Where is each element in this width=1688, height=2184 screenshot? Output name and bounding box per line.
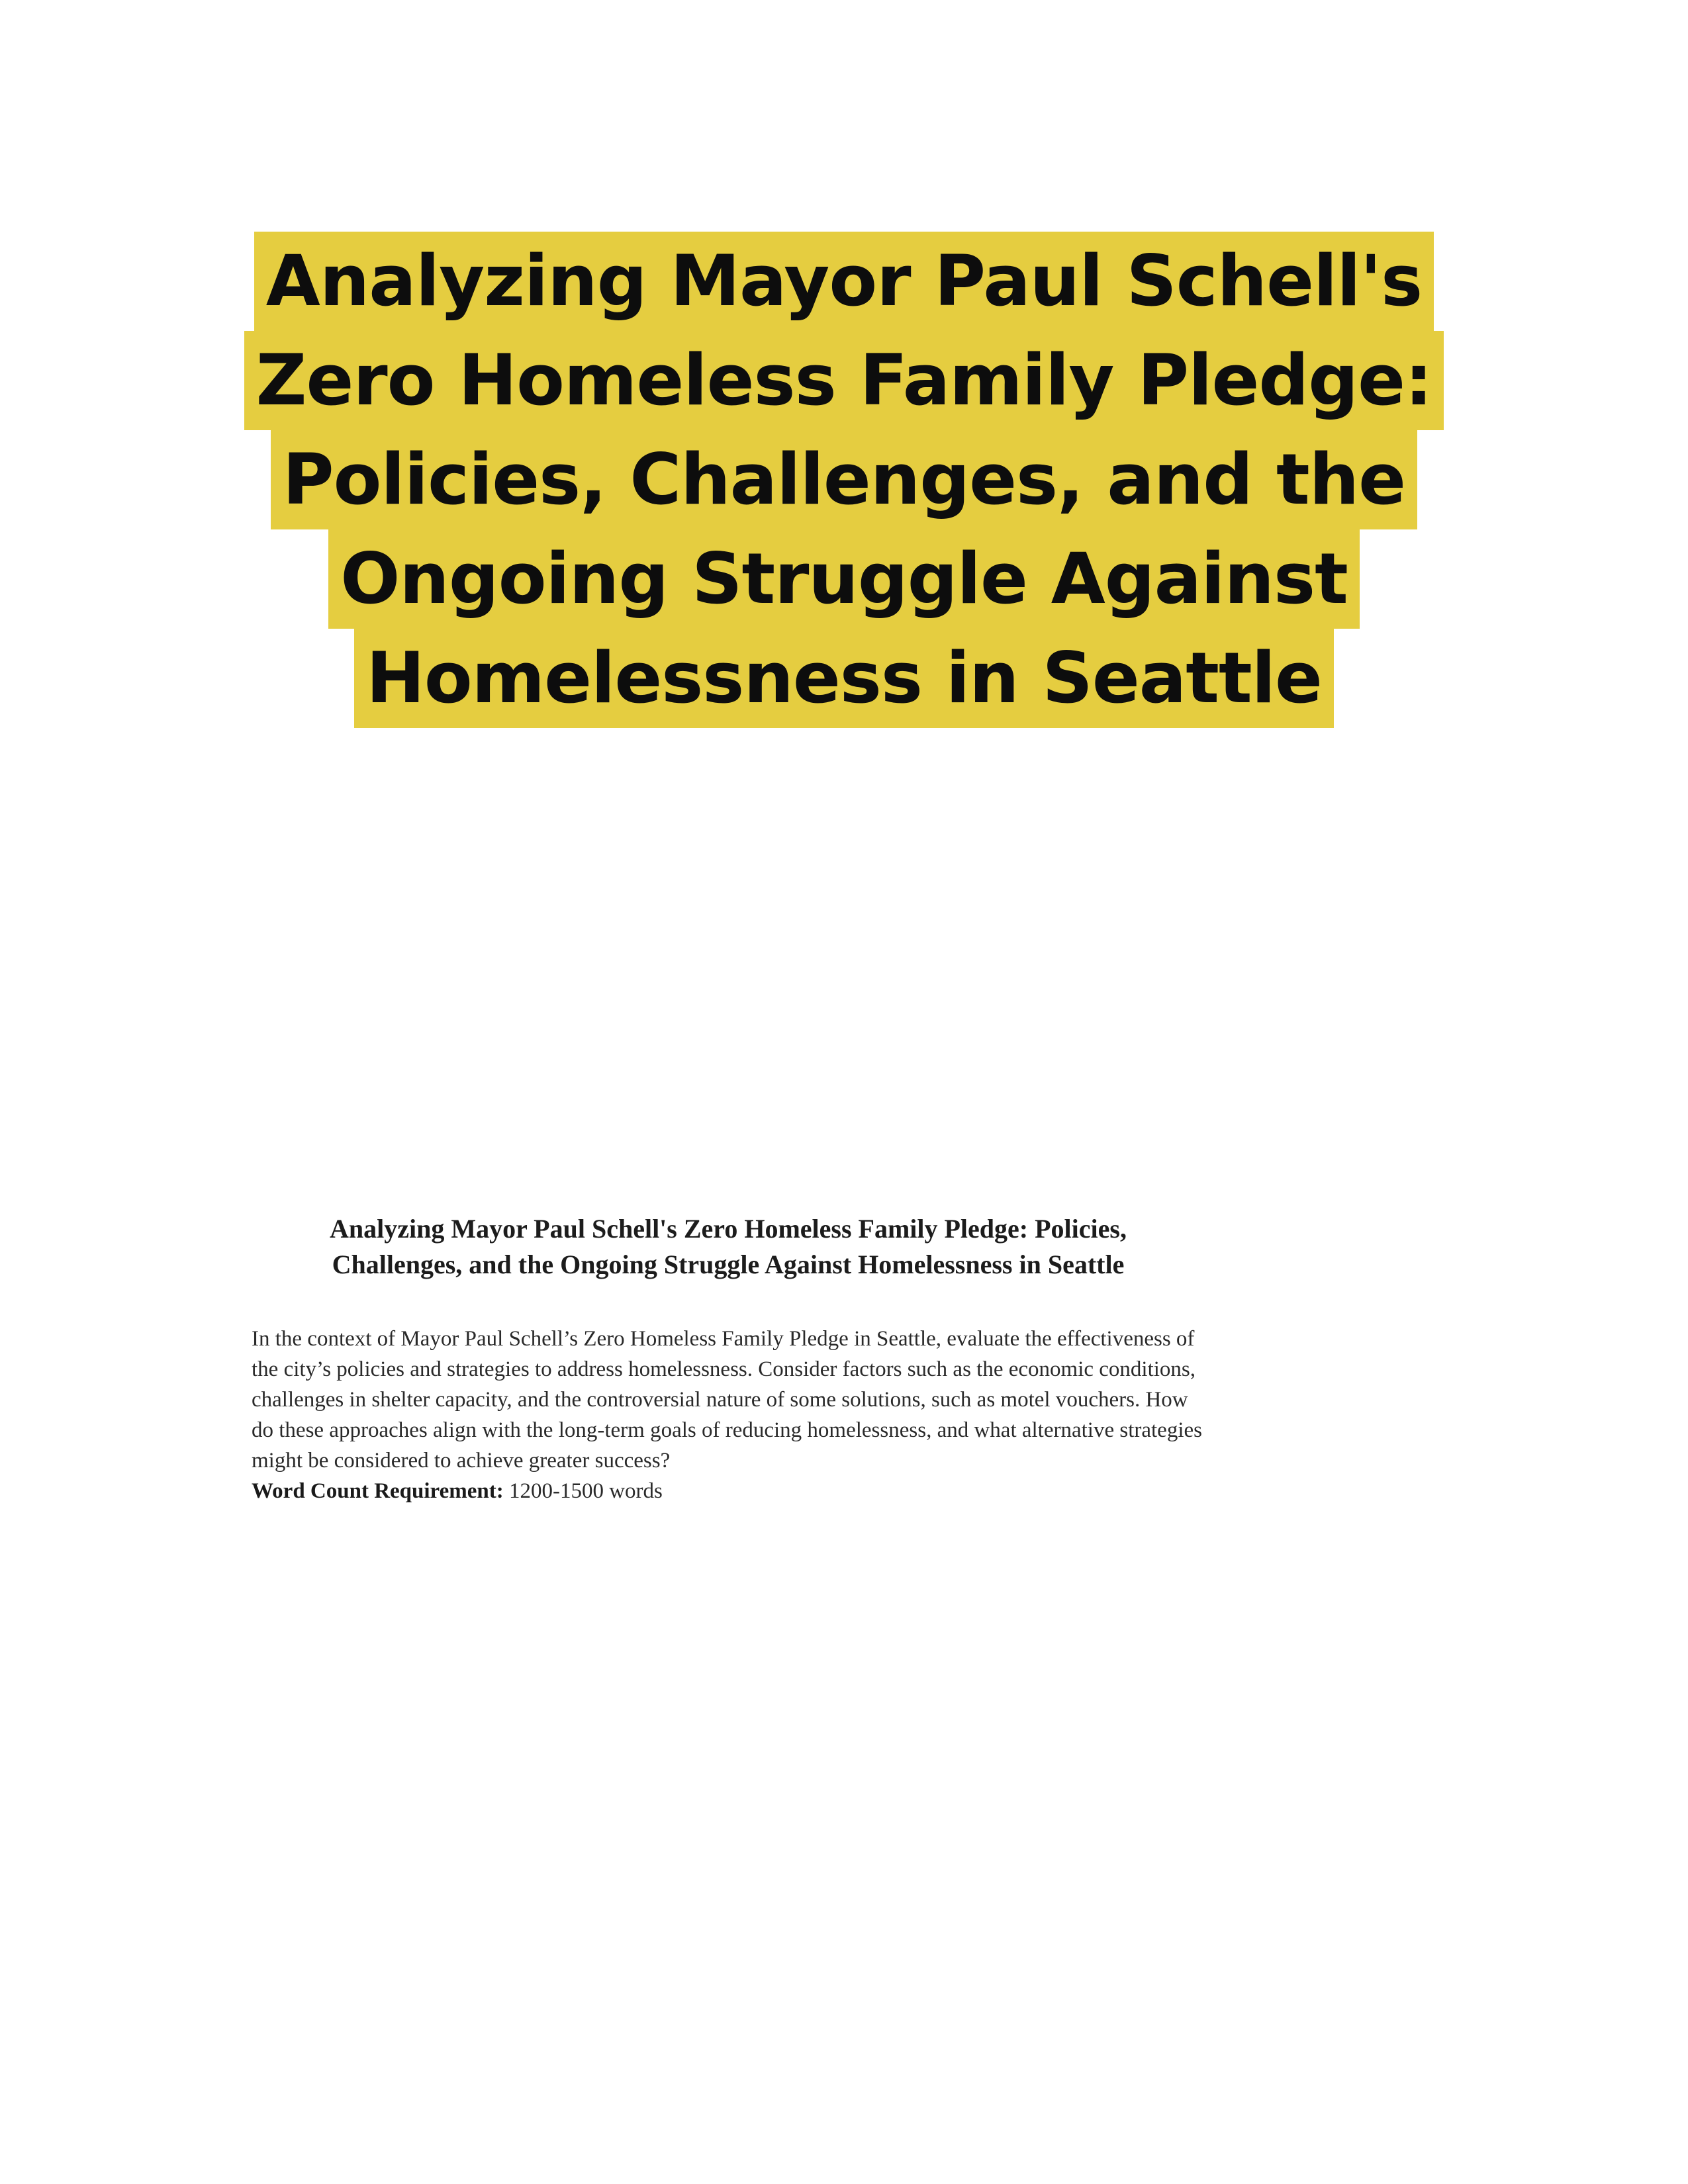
excerpt-title-line: Analyzing Mayor Paul Schell's Zero Homeless Family Pledge: Policies, — [330, 1214, 1127, 1244]
headline-line: Policies, Challenges, and the — [271, 430, 1417, 529]
excerpt-body: In the context of Mayor Paul Schell’s Zero Homeless Family Pledge in Seattle, evaluate the effectiveness of the city’s policies and strategies to address homelessness. Consider factors such as the economic conditions, challenges in shelter capacity, and the controversial nature of some solutions, such as motel vouchers. How do these approaches align with the long-term goals of reducing homelessness, and what alternative strategies might be considered to achieve greater success? — [252, 1327, 1202, 1473]
excerpt-title-line: Challenges, and the Ongoing Struggle Against Homelessness in Seattle — [332, 1250, 1125, 1279]
headline — [225, 232, 1463, 728]
headline-line: Zero Homeless Family Pledge: — [244, 331, 1444, 430]
headline-line: Analyzing Mayor Paul Schell's — [254, 232, 1434, 331]
document-excerpt — [252, 1211, 1205, 1506]
excerpt-title — [252, 1211, 1205, 1283]
headline-line: Homelessness in Seattle — [354, 629, 1334, 728]
headline-line: Ongoing Struggle Against — [328, 529, 1360, 629]
word-count-requirement — [252, 1476, 1205, 1506]
word-count-label: Word Count Requirement: — [252, 1479, 504, 1503]
word-count-value: 1200-1500 words — [503, 1479, 663, 1503]
